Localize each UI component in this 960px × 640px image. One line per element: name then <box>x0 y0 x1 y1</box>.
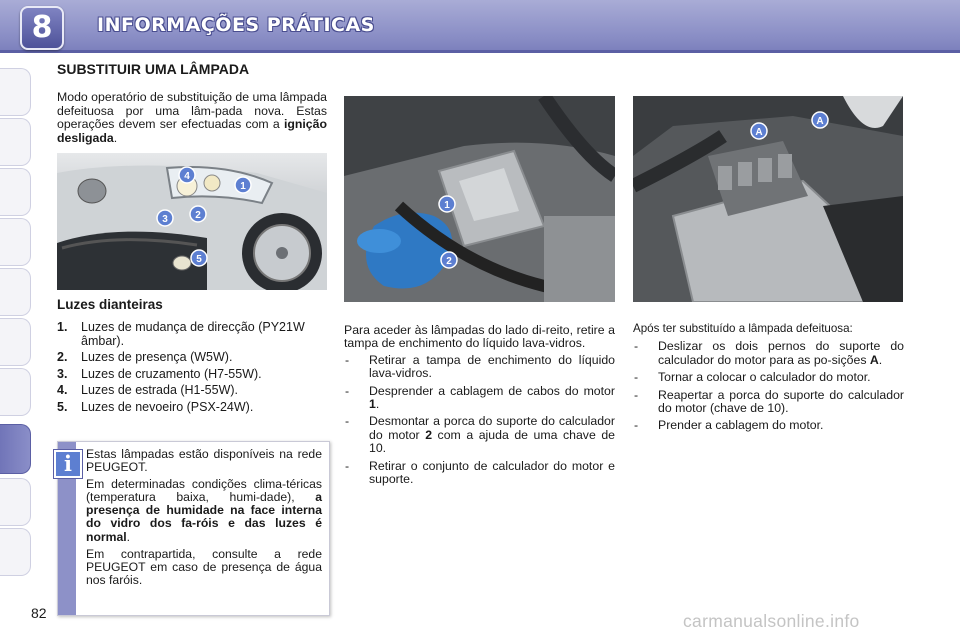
step-text: Deslizar os dois pernos do suporte do calculador do motor para as po-sições <box>658 339 904 367</box>
side-tab-3[interactable] <box>0 168 31 216</box>
callout-1 <box>235 177 251 193</box>
list-item <box>344 460 615 487</box>
intro-bold: ignição desligada <box>57 117 327 145</box>
side-tab-2[interactable] <box>0 118 31 166</box>
side-tab-7[interactable] <box>0 368 31 416</box>
svg-text:1: 1 <box>444 200 450 211</box>
item-text: Luzes de nevoeiro (PSX-24W). <box>81 399 254 414</box>
dash: - <box>345 414 350 429</box>
item-number: 4. <box>57 383 68 398</box>
middle-column <box>344 324 615 490</box>
svg-text:1: 1 <box>240 181 246 192</box>
dash: - <box>634 370 639 385</box>
item-text: Luzes de cruzamento (H7-55W). <box>81 366 262 381</box>
side-tab-4[interactable] <box>0 218 31 266</box>
page-number: 82 <box>31 605 47 621</box>
dash: - <box>634 339 639 354</box>
list-item <box>344 354 615 381</box>
item-text: Luzes de estrada (H1-55W). <box>81 383 239 398</box>
step-end: . <box>878 352 883 367</box>
side-tab-6[interactable] <box>0 318 31 366</box>
intro-end: . <box>113 130 118 145</box>
header-divider <box>0 50 960 53</box>
step-end: com a ajuda de uma chave de 10. <box>369 427 615 456</box>
item-number: 1. <box>57 320 68 334</box>
info-text <box>86 448 322 591</box>
list-item <box>57 368 327 382</box>
step-bold: 2 <box>425 427 433 442</box>
intro-paragraph <box>57 91 327 145</box>
middle-intro: Para aceder às lâmpadas do lado di-reito, retire a tampa de enchimento do líquido lava-vidros. <box>344 323 615 351</box>
callout-4 <box>179 167 195 183</box>
svg-text:5: 5 <box>196 254 202 265</box>
dash: - <box>634 418 639 433</box>
callout-2 <box>190 206 206 222</box>
info-paragraph-1: Estas lâmpadas estão disponíveis na rede PEUGEOT. <box>86 447 322 475</box>
watermark: carmanualsonline.info <box>683 611 860 631</box>
callout-engine-2 <box>441 252 457 268</box>
list-item <box>633 419 904 432</box>
svg-text:2: 2 <box>195 210 201 221</box>
info-p2-text: Em determinadas condições clima-téricas (temperatura baixa, humi-dade), <box>86 477 322 505</box>
info-p2-end: . <box>126 529 131 544</box>
right-intro: Após ter substituído a lâmpada defeituosa: <box>633 322 853 335</box>
svg-text:3: 3 <box>162 214 168 225</box>
callout-engine-1 <box>439 196 455 212</box>
callout-calc-a-right <box>812 112 828 128</box>
step-text: Retirar a tampa de enchimento do líquido lava-vidros. <box>369 352 615 381</box>
list-item <box>344 385 615 412</box>
chapter-number-badge: 8 <box>20 6 64 50</box>
info-icon: i <box>54 450 82 478</box>
svg-text:4: 4 <box>184 171 190 182</box>
step-text: Retirar o conjunto de calculador do motor e suporte. <box>369 458 615 487</box>
svg-text:A: A <box>755 127 763 138</box>
list-item <box>57 401 327 415</box>
step-text: Desmontar a porca do suporte do calculador do motor <box>369 414 615 442</box>
info-box <box>57 441 330 616</box>
list-item <box>633 340 904 367</box>
dash: - <box>634 387 639 402</box>
info-p2-bold: a presença de humidade na face interna do vidro dos fa-róis e das luzes é normal <box>86 490 322 544</box>
list-item <box>57 321 327 348</box>
side-tab-1[interactable] <box>0 68 31 116</box>
step-text: Prender a cablagem do motor. <box>658 418 824 433</box>
step-text: Reapertar a porca do suporte do calculador do motor (chave de 10). <box>658 387 904 416</box>
dash: - <box>345 383 350 398</box>
front-lights-title: Luzes dianteiras <box>57 297 163 312</box>
item-text: Luzes de mudança de direcção (PY21W âmbar). <box>81 320 305 348</box>
front-lights-list <box>57 321 327 418</box>
engine-bay-photo <box>344 96 615 302</box>
side-tab-9[interactable] <box>0 478 31 526</box>
step-end: . <box>375 397 380 412</box>
intro-text: Modo operatório de substituição de uma lâmpada defeituosa por uma lâm-pada nova. Estas operações devem ser efectuadas com a <box>57 90 328 131</box>
chapter-title: INFORMAÇÕES PRÁTICAS <box>97 14 375 36</box>
list-item <box>633 389 904 416</box>
callout-calc-a-left <box>751 123 767 139</box>
list-item <box>57 384 327 398</box>
callout-5 <box>191 250 207 266</box>
svg-text:A: A <box>816 116 824 127</box>
item-number: 5. <box>57 399 68 414</box>
right-column <box>633 322 904 437</box>
dash: - <box>345 458 350 473</box>
info-paragraph-2 <box>86 478 322 543</box>
step-text: Tornar a colocar o calculador do motor. <box>658 370 871 385</box>
list-item <box>57 351 327 365</box>
section-title: SUBSTITUIR UMA LÂMPADA <box>57 61 250 77</box>
side-tab-5[interactable] <box>0 268 31 316</box>
engine-calculator-photo <box>633 96 903 302</box>
dash: - <box>345 352 350 367</box>
step-text: Desprender a cablagem de cabos do motor <box>369 383 615 398</box>
info-paragraph-3: Em contrapartida, consulte a rede PEUGEOT em caso de presença de água nos faróis. <box>86 546 322 587</box>
side-tab-8-active[interactable] <box>0 424 31 474</box>
item-text: Luzes de presença (W5W). <box>81 350 233 365</box>
list-item <box>633 371 904 384</box>
svg-text:2: 2 <box>446 256 452 267</box>
item-number: 3. <box>57 366 68 381</box>
step-bold: 1 <box>369 397 376 412</box>
side-tab-10[interactable] <box>0 528 31 576</box>
item-number: 2. <box>57 350 68 365</box>
car-front-photo <box>57 153 327 290</box>
callout-3 <box>157 210 173 226</box>
list-item <box>344 415 615 455</box>
step-bold: A <box>869 352 879 367</box>
